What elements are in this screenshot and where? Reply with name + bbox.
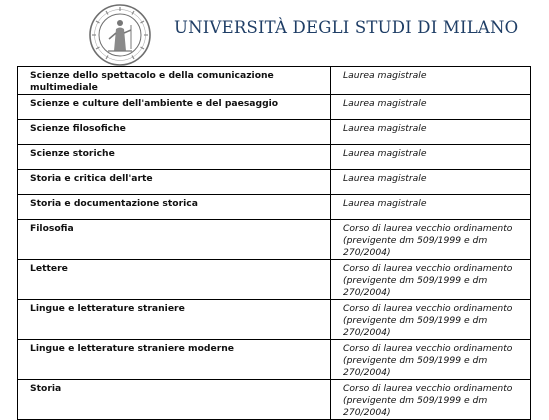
page-header [0, 0, 549, 66]
course-type: Corso di laurea vecchio ordinamento (previgente dm 509/1999 e dm 270/2004) [331, 220, 531, 260]
courses-table [17, 66, 531, 420]
course-name: Storia [18, 380, 331, 420]
table-row [18, 340, 531, 380]
course-name: Scienze e culture dell'ambiente e del paesaggio [18, 95, 331, 120]
course-type: Corso di laurea vecchio ordinamento (previgente dm 509/1999 e dm 270/2004) [331, 300, 531, 340]
university-name: UNIVERSITÀ DEGLI STUDI DI MILANO [174, 18, 519, 37]
course-type: Laurea magistrale [331, 120, 531, 145]
table-row [18, 300, 531, 340]
course-type: Corso di laurea vecchio ordinamento (previgente dm 509/1999 e dm 270/2004) [331, 260, 531, 300]
course-name: Lingue e letterature straniere [18, 300, 331, 340]
table-row [18, 95, 531, 120]
course-name: Lingue e letterature straniere moderne [18, 340, 331, 380]
course-type: Laurea magistrale [331, 195, 531, 220]
course-type: Laurea magistrale [331, 145, 531, 170]
course-type: Laurea magistrale [331, 170, 531, 195]
table-row [18, 260, 531, 300]
course-name: Filosofia [18, 220, 331, 260]
course-name: Storia e critica dell'arte [18, 170, 331, 195]
table-row [18, 120, 531, 145]
university-seal-icon [88, 3, 152, 67]
table-row [18, 67, 531, 95]
table-row [18, 380, 531, 420]
course-name: Scienze filosofiche [18, 120, 331, 145]
course-name: Scienze dello spettacolo e della comunicazione multimediale [18, 67, 331, 95]
table-row [18, 145, 531, 170]
course-type: Laurea magistrale [331, 95, 531, 120]
course-type: Corso di laurea vecchio ordinamento (previgente dm 509/1999 e dm 270/2004) [331, 340, 531, 380]
table-row [18, 220, 531, 260]
table-row [18, 170, 531, 195]
course-type: Corso di laurea vecchio ordinamento (previgente dm 509/1999 e dm 270/2004) [331, 380, 531, 420]
course-name: Storia e documentazione storica [18, 195, 331, 220]
course-name: Lettere [18, 260, 331, 300]
table-row [18, 195, 531, 220]
course-type: Laurea magistrale [331, 67, 531, 95]
course-name: Scienze storiche [18, 145, 331, 170]
